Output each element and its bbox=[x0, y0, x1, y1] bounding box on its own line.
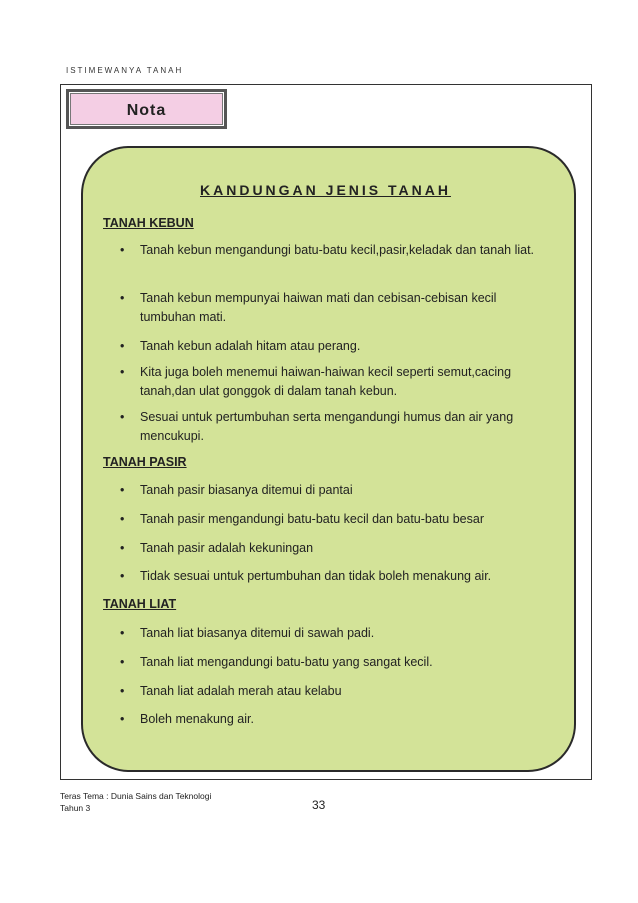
list-item-text: Tanah kebun adalah hitam atau perang. bbox=[140, 339, 361, 353]
list-item-text: Tanah liat biasanya ditemui di sawah padi. bbox=[140, 626, 375, 640]
bullet-icon: • bbox=[120, 626, 125, 640]
bullet-icon: • bbox=[120, 410, 125, 424]
nota-label: Nota bbox=[126, 102, 167, 119]
list-item-text: Tanah kebun mengandungi batu-batu kecil,pasir,keladak dan tanah liat. bbox=[140, 243, 535, 257]
bullet-icon: • bbox=[120, 483, 125, 497]
list-item-text: Tidak sesuai untuk pertumbuhan dan tidak boleh menakung air. bbox=[140, 569, 492, 583]
bullet-icon: • bbox=[120, 712, 125, 726]
nota-box bbox=[66, 89, 227, 129]
section-heading-tanah-liat: TANAH LIAT bbox=[103, 597, 177, 611]
list-item-text: Tanah pasir biasanya ditemui di pantai bbox=[140, 483, 353, 497]
list-item-text: Tanah pasir adalah kekuningan bbox=[140, 541, 314, 555]
bullet-icon: • bbox=[120, 243, 125, 257]
section-heading-tanah-kebun: TANAH KEBUN bbox=[103, 216, 194, 230]
list-item-text: Boleh menakung air. bbox=[140, 712, 254, 726]
panel-title: KANDUNGAN JENIS TANAH bbox=[200, 182, 451, 198]
bullet-icon: • bbox=[120, 512, 125, 526]
section-heading-tanah-pasir: TANAH PASIR bbox=[103, 455, 187, 469]
bullet-icon: • bbox=[120, 291, 125, 305]
bullet-icon: • bbox=[120, 541, 125, 555]
bullet-icon: • bbox=[120, 339, 125, 353]
bullet-icon: • bbox=[120, 569, 125, 583]
list-item-text: Kita juga boleh menemui haiwan-haiwan kecil seperti semut,cacing tanah,dan ulat gonggok di dalam tanah kebun. bbox=[140, 365, 512, 398]
page-number: 33 bbox=[312, 798, 326, 812]
bullet-icon: • bbox=[120, 365, 125, 379]
list-item-text: Tanah pasir mengandungi batu-batu kecil dan batu-batu besar bbox=[140, 512, 484, 526]
list-item-text: Sesuai untuk pertumbuhan serta mengandungi humus dan air yang mencukupi. bbox=[140, 410, 514, 443]
footer-info bbox=[60, 790, 211, 814]
bullet-icon: • bbox=[120, 655, 125, 669]
page-header-label: ISTIMEWANYA TANAH bbox=[66, 66, 184, 75]
footer-year: Tahun 3 bbox=[60, 803, 91, 813]
list-item-text: Tanah liat adalah merah atau kelabu bbox=[140, 684, 342, 698]
footer-theme: Teras Tema : Dunia Sains dan Teknologi bbox=[60, 791, 212, 801]
list-item-text: Tanah liat mengandungi batu-batu yang sangat kecil. bbox=[140, 655, 433, 669]
list-item-text: Tanah kebun mempunyai haiwan mati dan cebisan-cebisan kecil tumbuhan mati. bbox=[140, 291, 497, 324]
bullet-icon: • bbox=[120, 684, 125, 698]
